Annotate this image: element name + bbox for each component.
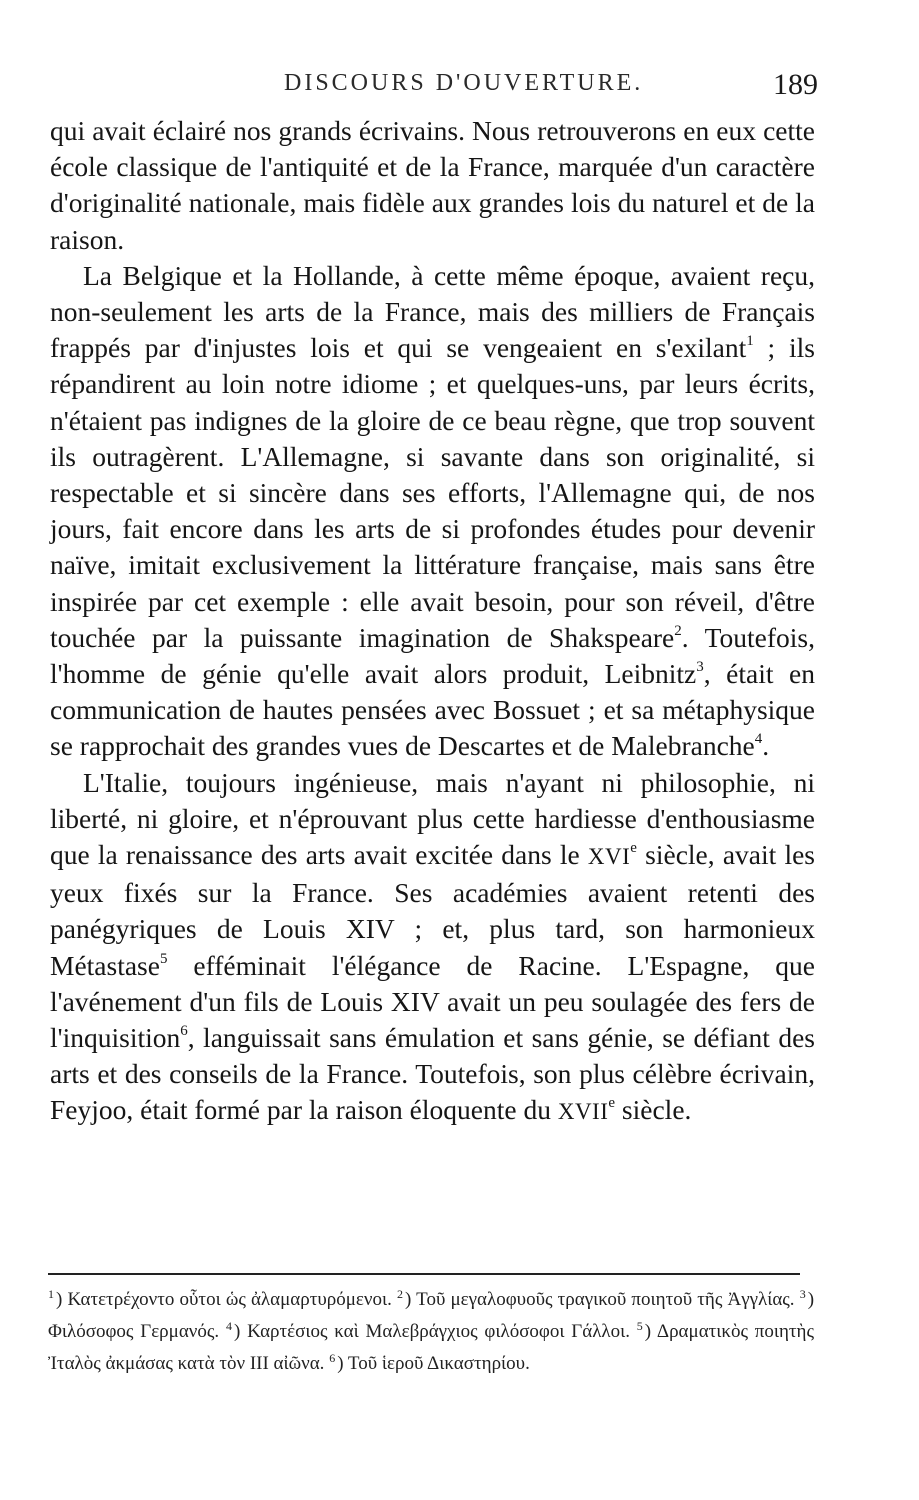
text-run: , était en communication de hautes pensées avec Bossuet ; et sa métaphysique se rapprochait des grandes vues de Descartes et de Malebranche xyxy=(50,658,815,762)
footnote-rule xyxy=(48,1273,800,1275)
page-header xyxy=(0,68,919,108)
footnote-number: 2 xyxy=(397,1287,404,1301)
text-run: La Belgique et la Hollande, à cette même époque, avaient reçu, non-seulement les arts de la France, mais des milliers de Français frappés par d'injustes lois et qui se vengeaient en s'exilant xyxy=(50,259,815,364)
footnote-reference: 2 xyxy=(674,622,682,639)
footnote-text: Κατετρέχοντο οὗτοι ὡς ἀλαμαρτυρόμενοι. xyxy=(67,1289,392,1310)
footnote-text: Φιλόσοφος Γερμανός. xyxy=(48,1321,220,1342)
text-run: L'Italie, toujours ingénieuse, mais n'ayant ni philosophie, ni liberté, ni gloire, et n'éprouvant plus cette hardiesse d'enthousiasme que la renaissance des arts avait excitée dans le xyxy=(50,766,815,871)
footnote-item xyxy=(226,1321,630,1342)
footnote-number: 4 xyxy=(225,1319,232,1333)
footnote-text: Δραματικὸς ποιητὴς Ἰταλὸς ἀκμάσας κατὰ τὸν ΙΙΙ αἰῶνα. xyxy=(48,1321,815,1374)
footnote-paren: ) xyxy=(233,1321,248,1342)
page-number: 189 xyxy=(773,68,818,101)
footnote-paren: ) xyxy=(337,1353,348,1374)
footnote-paren: ) xyxy=(56,1289,68,1310)
footnote-item xyxy=(48,1289,392,1310)
body-text xyxy=(50,113,815,1131)
text-run: . xyxy=(762,730,770,762)
footnote-reference: 4 xyxy=(754,731,763,748)
footnote-text: Καρτέσιος καὶ Μαλεβράγχιος φιλόσοφοι Γάλλοι. xyxy=(247,1321,631,1342)
text-run: siècle. xyxy=(615,1094,692,1126)
footnotes xyxy=(48,1284,814,1380)
text-run: , languissait sans émulation et sans génie, se défiant des arts et des conseils de la France. Toutefois, son plus célèbre écrivain, Feyjoo, était formé par la raison éloquente du xyxy=(50,1022,815,1126)
footnote-number: 5 xyxy=(636,1319,643,1333)
footnote-text: Τοῦ ἱεροῦ Δικαστηρίου. xyxy=(347,1353,530,1374)
paragraph xyxy=(50,765,815,1131)
footnote-reference: e xyxy=(608,1095,616,1112)
footnote-block xyxy=(48,1284,814,1380)
footnote-paren: ) xyxy=(807,1289,815,1310)
century-numeral: XVII xyxy=(557,1099,609,1125)
text-run: efféminait l'élégance de Racine. L'Espagne, que l'avénement d'un fils de Louis XIV avait un peu soulagée des fers de l'inquisition xyxy=(50,949,815,1054)
footnote-number: 1 xyxy=(48,1287,54,1301)
footnote-reference: e xyxy=(630,840,637,857)
footnote-text: Τοῦ μεγαλοφυοῦς τραγικοῦ ποιητοῦ τῆς Ἀγγλίας. xyxy=(416,1289,795,1310)
text-run: siècle, avait les yeux fixés sur la France. Ses académies avaient retenti des panégyriques de Louis XIV ; et, plus tard, son harmonieux Métastase xyxy=(50,839,816,981)
footnote-number: 3 xyxy=(799,1287,806,1301)
footnote-item xyxy=(329,1353,530,1374)
footnote-reference: 3 xyxy=(696,659,704,676)
footnote-number: 6 xyxy=(329,1351,336,1365)
footnote-paren: ) xyxy=(405,1289,417,1310)
paragraph xyxy=(50,258,815,765)
footnote-reference: 1 xyxy=(746,333,754,350)
running-title: DISCOURS D'OUVERTURE. xyxy=(284,70,644,96)
text-run: qui avait éclairé nos grands écrivains. Nous retrouverons en eux cette école classique de l'antiquité et de la France, marquée d'un caractère d'originalité nationale, mais fidèle aux grandes lois du naturel et de la raison. xyxy=(50,115,815,255)
footnote-reference: 5 xyxy=(159,950,168,967)
footnote-reference: 6 xyxy=(180,1023,188,1040)
footnote-item xyxy=(397,1289,795,1310)
century-numeral: XVI xyxy=(587,844,631,870)
text-run: ; ils répandirent au loin notre idiome ; et quelques-uns, par leurs écrits, n'étaient pas indignes de la gloire de ce beau règne, que trop souvent ils outragèrent. L'Allemagne, si savante dans son originalité, si respectable et si sincère dans ses efforts, l'Allemagne qui, de nos jours, fait encore dans les arts de si profondes études pour devenir naïve, imitait exclusivement la littérature française, mais sans être inspirée par cet exemple : elle avait besoin, pour son réveil, d'être touchée par la puissante imagination de Shakspeare xyxy=(50,332,815,653)
paragraph xyxy=(50,113,815,258)
text-run: . Toutefois, l'homme de génie qu'elle avait alors produit, Leibnitz xyxy=(50,621,815,690)
footnote-paren: ) xyxy=(644,1321,657,1342)
